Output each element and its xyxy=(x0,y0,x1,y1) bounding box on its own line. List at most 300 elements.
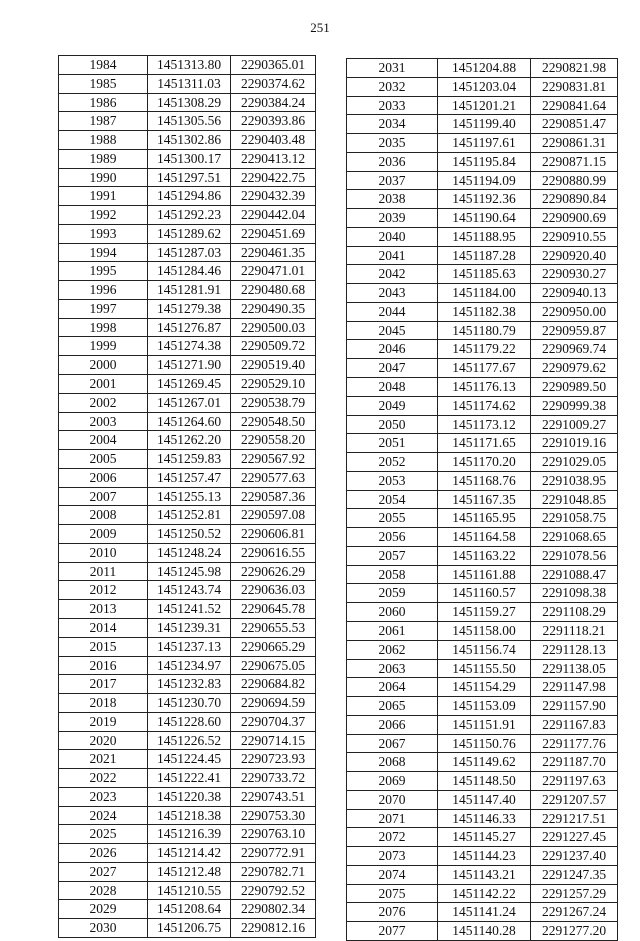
y-coordinate-cell: 2290471.01 xyxy=(231,262,316,281)
y-coordinate-cell: 2290403.48 xyxy=(231,131,316,150)
point-number-cell: 1992 xyxy=(59,206,148,225)
x-coordinate-cell: 1451269.45 xyxy=(148,375,231,394)
y-coordinate-cell: 2290675.05 xyxy=(231,656,316,675)
table-row xyxy=(59,806,316,825)
x-coordinate-cell: 1451201.21 xyxy=(438,96,531,115)
table-row xyxy=(59,187,316,206)
x-coordinate-cell: 1451292.23 xyxy=(148,206,231,225)
point-number-cell: 2032 xyxy=(347,77,438,96)
point-number-cell: 1988 xyxy=(59,131,148,150)
point-number-cell: 2001 xyxy=(59,375,148,394)
point-number-cell: 1995 xyxy=(59,262,148,281)
y-coordinate-cell: 2290989.50 xyxy=(531,378,618,397)
point-number-cell: 2037 xyxy=(347,171,438,190)
table-row xyxy=(347,509,618,528)
table-row xyxy=(347,603,618,622)
point-number-cell: 2035 xyxy=(347,134,438,153)
table-row xyxy=(347,790,618,809)
point-number-cell: 1993 xyxy=(59,224,148,243)
y-coordinate-cell: 2291048.85 xyxy=(531,490,618,509)
x-coordinate-cell: 1451257.47 xyxy=(148,468,231,487)
table-row xyxy=(347,903,618,922)
y-coordinate-cell: 2291038.95 xyxy=(531,471,618,490)
x-coordinate-cell: 1451271.90 xyxy=(148,356,231,375)
y-coordinate-cell: 2290743.51 xyxy=(231,787,316,806)
table-row xyxy=(347,96,618,115)
x-coordinate-cell: 1451167.35 xyxy=(438,490,531,509)
table-row xyxy=(347,621,618,640)
point-number-cell: 2018 xyxy=(59,694,148,713)
table-row xyxy=(59,562,316,581)
table-row xyxy=(59,243,316,262)
y-coordinate-cell: 2291277.20 xyxy=(531,922,618,941)
table-row xyxy=(347,678,618,697)
point-number-cell: 2040 xyxy=(347,227,438,246)
y-coordinate-cell: 2290920.40 xyxy=(531,246,618,265)
y-coordinate-cell: 2291019.16 xyxy=(531,434,618,453)
y-coordinate-cell: 2290606.81 xyxy=(231,525,316,544)
y-coordinate-cell: 2290999.38 xyxy=(531,396,618,415)
x-coordinate-cell: 1451206.75 xyxy=(148,919,231,938)
table-row xyxy=(347,396,618,415)
y-coordinate-cell: 2290374.62 xyxy=(231,74,316,93)
table-row xyxy=(347,134,618,153)
point-number-cell: 2053 xyxy=(347,471,438,490)
coordinate-table-body xyxy=(347,59,618,941)
y-coordinate-cell: 2291058.75 xyxy=(531,509,618,528)
table-row xyxy=(347,471,618,490)
table-row xyxy=(347,734,618,753)
point-number-cell: 2009 xyxy=(59,525,148,544)
y-coordinate-cell: 2290910.55 xyxy=(531,227,618,246)
y-coordinate-cell: 2290384.24 xyxy=(231,93,316,112)
point-number-cell: 2003 xyxy=(59,412,148,431)
table-row xyxy=(59,769,316,788)
x-coordinate-cell: 1451204.88 xyxy=(438,59,531,78)
x-coordinate-cell: 1451161.88 xyxy=(438,565,531,584)
x-coordinate-cell: 1451216.39 xyxy=(148,825,231,844)
x-coordinate-cell: 1451214.42 xyxy=(148,844,231,863)
coordinate-table-body xyxy=(59,56,316,938)
table-row xyxy=(59,675,316,694)
table-row xyxy=(59,206,316,225)
table-row xyxy=(347,528,618,547)
table-row xyxy=(347,809,618,828)
y-coordinate-cell: 2290704.37 xyxy=(231,712,316,731)
x-coordinate-cell: 1451160.57 xyxy=(438,584,531,603)
point-number-cell: 2023 xyxy=(59,787,148,806)
x-coordinate-cell: 1451274.38 xyxy=(148,337,231,356)
point-number-cell: 2054 xyxy=(347,490,438,509)
table-row xyxy=(59,825,316,844)
table-row xyxy=(347,865,618,884)
point-number-cell: 1986 xyxy=(59,93,148,112)
point-number-cell: 2007 xyxy=(59,487,148,506)
x-coordinate-cell: 1451264.60 xyxy=(148,412,231,431)
table-row xyxy=(59,224,316,243)
x-coordinate-cell: 1451234.97 xyxy=(148,656,231,675)
x-coordinate-cell: 1451182.38 xyxy=(438,302,531,321)
table-row xyxy=(59,525,316,544)
point-number-cell: 2065 xyxy=(347,697,438,716)
x-coordinate-cell: 1451177.67 xyxy=(438,359,531,378)
point-number-cell: 2072 xyxy=(347,828,438,847)
x-coordinate-cell: 1451159.27 xyxy=(438,603,531,622)
point-number-cell: 2060 xyxy=(347,603,438,622)
x-coordinate-cell: 1451284.46 xyxy=(148,262,231,281)
table-row xyxy=(347,115,618,134)
x-coordinate-cell: 1451305.56 xyxy=(148,112,231,131)
x-coordinate-cell: 1451208.64 xyxy=(148,900,231,919)
y-coordinate-cell: 2290821.98 xyxy=(531,59,618,78)
y-coordinate-cell: 2291227.45 xyxy=(531,828,618,847)
point-number-cell: 2014 xyxy=(59,618,148,637)
x-coordinate-cell: 1451220.38 xyxy=(148,787,231,806)
y-coordinate-cell: 2290365.01 xyxy=(231,56,316,75)
x-coordinate-cell: 1451154.29 xyxy=(438,678,531,697)
point-number-cell: 1994 xyxy=(59,243,148,262)
table-row xyxy=(59,337,316,356)
x-coordinate-cell: 1451176.13 xyxy=(438,378,531,397)
table-row xyxy=(347,246,618,265)
x-coordinate-cell: 1451311.03 xyxy=(148,74,231,93)
table-row xyxy=(59,900,316,919)
y-coordinate-cell: 2290432.39 xyxy=(231,187,316,206)
table-row xyxy=(347,659,618,678)
point-number-cell: 2070 xyxy=(347,790,438,809)
point-number-cell: 1999 xyxy=(59,337,148,356)
table-row xyxy=(347,828,618,847)
y-coordinate-cell: 2290558.20 xyxy=(231,431,316,450)
table-row xyxy=(59,149,316,168)
x-coordinate-cell: 1451151.91 xyxy=(438,715,531,734)
y-coordinate-cell: 2290393.86 xyxy=(231,112,316,131)
x-coordinate-cell: 1451279.38 xyxy=(148,299,231,318)
table-row xyxy=(347,753,618,772)
y-coordinate-cell: 2290950.00 xyxy=(531,302,618,321)
x-coordinate-cell: 1451155.50 xyxy=(438,659,531,678)
table-row xyxy=(347,209,618,228)
table-row xyxy=(347,772,618,791)
point-number-cell: 2033 xyxy=(347,96,438,115)
table-row xyxy=(59,543,316,562)
x-coordinate-cell: 1451259.83 xyxy=(148,450,231,469)
y-coordinate-cell: 2290969.74 xyxy=(531,340,618,359)
point-number-cell: 2038 xyxy=(347,190,438,209)
x-coordinate-cell: 1451165.95 xyxy=(438,509,531,528)
point-number-cell: 2039 xyxy=(347,209,438,228)
y-coordinate-cell: 2290413.12 xyxy=(231,149,316,168)
y-coordinate-cell: 2291187.70 xyxy=(531,753,618,772)
point-number-cell: 1996 xyxy=(59,281,148,300)
x-coordinate-cell: 1451252.81 xyxy=(148,506,231,525)
x-coordinate-cell: 1451203.04 xyxy=(438,77,531,96)
x-coordinate-cell: 1451245.98 xyxy=(148,562,231,581)
x-coordinate-cell: 1451232.83 xyxy=(148,675,231,694)
point-number-cell: 2077 xyxy=(347,922,438,941)
y-coordinate-cell: 2290684.82 xyxy=(231,675,316,694)
x-coordinate-cell: 1451250.52 xyxy=(148,525,231,544)
table-row xyxy=(59,694,316,713)
point-number-cell: 2066 xyxy=(347,715,438,734)
point-number-cell: 2075 xyxy=(347,884,438,903)
table-row xyxy=(347,302,618,321)
y-coordinate-cell: 2290861.31 xyxy=(531,134,618,153)
point-number-cell: 2016 xyxy=(59,656,148,675)
table-row xyxy=(347,284,618,303)
point-number-cell: 2067 xyxy=(347,734,438,753)
y-coordinate-cell: 2290792.52 xyxy=(231,881,316,900)
point-number-cell: 2013 xyxy=(59,600,148,619)
y-coordinate-cell: 2290763.10 xyxy=(231,825,316,844)
table-row xyxy=(347,847,618,866)
point-number-cell: 2031 xyxy=(347,59,438,78)
x-coordinate-cell: 1451197.61 xyxy=(438,134,531,153)
table-row xyxy=(59,600,316,619)
table-row xyxy=(59,262,316,281)
table-row xyxy=(59,656,316,675)
table-row xyxy=(347,152,618,171)
table-row xyxy=(59,168,316,187)
point-number-cell: 2059 xyxy=(347,584,438,603)
table-row xyxy=(59,131,316,150)
table-row xyxy=(59,468,316,487)
y-coordinate-cell: 2290900.69 xyxy=(531,209,618,228)
point-number-cell: 2034 xyxy=(347,115,438,134)
x-coordinate-cell: 1451302.86 xyxy=(148,131,231,150)
y-coordinate-cell: 2291207.57 xyxy=(531,790,618,809)
x-coordinate-cell: 1451141.24 xyxy=(438,903,531,922)
point-number-cell: 2044 xyxy=(347,302,438,321)
point-number-cell: 2006 xyxy=(59,468,148,487)
x-coordinate-cell: 1451281.91 xyxy=(148,281,231,300)
table-row xyxy=(59,375,316,394)
point-number-cell: 2052 xyxy=(347,453,438,472)
x-coordinate-cell: 1451230.70 xyxy=(148,694,231,713)
x-coordinate-cell: 1451164.58 xyxy=(438,528,531,547)
table-row xyxy=(59,393,316,412)
point-number-cell: 2010 xyxy=(59,543,148,562)
point-number-cell: 2019 xyxy=(59,712,148,731)
table-row xyxy=(59,618,316,637)
point-number-cell: 2025 xyxy=(59,825,148,844)
point-number-cell: 2041 xyxy=(347,246,438,265)
point-number-cell: 2062 xyxy=(347,640,438,659)
y-coordinate-cell: 2291147.98 xyxy=(531,678,618,697)
y-coordinate-cell: 2290567.92 xyxy=(231,450,316,469)
x-coordinate-cell: 1451144.23 xyxy=(438,847,531,866)
x-coordinate-cell: 1451180.79 xyxy=(438,321,531,340)
point-number-cell: 1991 xyxy=(59,187,148,206)
y-coordinate-cell: 2291237.40 xyxy=(531,847,618,866)
point-number-cell: 2029 xyxy=(59,900,148,919)
x-coordinate-cell: 1451226.52 xyxy=(148,731,231,750)
x-coordinate-cell: 1451276.87 xyxy=(148,318,231,337)
point-number-cell: 2056 xyxy=(347,528,438,547)
x-coordinate-cell: 1451210.55 xyxy=(148,881,231,900)
point-number-cell: 1997 xyxy=(59,299,148,318)
table-row xyxy=(347,715,618,734)
y-coordinate-cell: 2291197.63 xyxy=(531,772,618,791)
point-number-cell: 2068 xyxy=(347,753,438,772)
x-coordinate-cell: 1451289.62 xyxy=(148,224,231,243)
point-number-cell: 2020 xyxy=(59,731,148,750)
table-row xyxy=(347,453,618,472)
y-coordinate-cell: 2291098.38 xyxy=(531,584,618,603)
y-coordinate-cell: 2291128.13 xyxy=(531,640,618,659)
y-coordinate-cell: 2290587.36 xyxy=(231,487,316,506)
point-number-cell: 2063 xyxy=(347,659,438,678)
x-coordinate-cell: 1451218.38 xyxy=(148,806,231,825)
point-number-cell: 2055 xyxy=(347,509,438,528)
table-row xyxy=(347,77,618,96)
y-coordinate-cell: 2290509.72 xyxy=(231,337,316,356)
point-number-cell: 2004 xyxy=(59,431,148,450)
point-number-cell: 2050 xyxy=(347,415,438,434)
point-number-cell: 2027 xyxy=(59,862,148,881)
y-coordinate-cell: 2290802.34 xyxy=(231,900,316,919)
table-row xyxy=(347,565,618,584)
point-number-cell: 2071 xyxy=(347,809,438,828)
x-coordinate-cell: 1451185.63 xyxy=(438,265,531,284)
y-coordinate-cell: 2290500.03 xyxy=(231,318,316,337)
x-coordinate-cell: 1451222.41 xyxy=(148,769,231,788)
coordinate-table-right xyxy=(346,58,618,941)
y-coordinate-cell: 2290577.63 xyxy=(231,468,316,487)
table-row xyxy=(347,321,618,340)
x-coordinate-cell: 1451145.27 xyxy=(438,828,531,847)
point-number-cell: 2011 xyxy=(59,562,148,581)
x-coordinate-cell: 1451313.80 xyxy=(148,56,231,75)
y-coordinate-cell: 2290930.27 xyxy=(531,265,618,284)
y-coordinate-cell: 2290694.59 xyxy=(231,694,316,713)
y-coordinate-cell: 2290841.64 xyxy=(531,96,618,115)
y-coordinate-cell: 2290979.62 xyxy=(531,359,618,378)
table-row xyxy=(59,74,316,93)
table-row xyxy=(347,265,618,284)
table-row xyxy=(59,487,316,506)
x-coordinate-cell: 1451140.28 xyxy=(438,922,531,941)
x-coordinate-cell: 1451297.51 xyxy=(148,168,231,187)
point-number-cell: 2005 xyxy=(59,450,148,469)
table-row xyxy=(59,356,316,375)
table-row xyxy=(347,697,618,716)
x-coordinate-cell: 1451168.76 xyxy=(438,471,531,490)
y-coordinate-cell: 2290959.87 xyxy=(531,321,618,340)
y-coordinate-cell: 2290529.10 xyxy=(231,375,316,394)
x-coordinate-cell: 1451262.20 xyxy=(148,431,231,450)
y-coordinate-cell: 2290645.78 xyxy=(231,600,316,619)
table-row xyxy=(347,340,618,359)
y-coordinate-cell: 2290442.04 xyxy=(231,206,316,225)
y-coordinate-cell: 2291157.90 xyxy=(531,697,618,716)
point-number-cell: 2046 xyxy=(347,340,438,359)
point-number-cell: 2024 xyxy=(59,806,148,825)
point-number-cell: 2002 xyxy=(59,393,148,412)
x-coordinate-cell: 1451241.52 xyxy=(148,600,231,619)
point-number-cell: 1989 xyxy=(59,149,148,168)
table-row xyxy=(347,490,618,509)
y-coordinate-cell: 2290871.15 xyxy=(531,152,618,171)
x-coordinate-cell: 1451179.22 xyxy=(438,340,531,359)
x-coordinate-cell: 1451143.21 xyxy=(438,865,531,884)
x-coordinate-cell: 1451294.86 xyxy=(148,187,231,206)
table-row xyxy=(59,712,316,731)
point-number-cell: 2047 xyxy=(347,359,438,378)
point-number-cell: 2042 xyxy=(347,265,438,284)
x-coordinate-cell: 1451248.24 xyxy=(148,543,231,562)
x-coordinate-cell: 1451212.48 xyxy=(148,862,231,881)
table-row xyxy=(59,93,316,112)
x-coordinate-cell: 1451190.64 xyxy=(438,209,531,228)
y-coordinate-cell: 2291257.29 xyxy=(531,884,618,903)
y-coordinate-cell: 2290880.99 xyxy=(531,171,618,190)
x-coordinate-cell: 1451287.03 xyxy=(148,243,231,262)
y-coordinate-cell: 2291177.76 xyxy=(531,734,618,753)
x-coordinate-cell: 1451187.28 xyxy=(438,246,531,265)
point-number-cell: 2015 xyxy=(59,637,148,656)
table-row xyxy=(59,787,316,806)
table-row xyxy=(347,640,618,659)
y-coordinate-cell: 2291138.05 xyxy=(531,659,618,678)
x-coordinate-cell: 1451158.00 xyxy=(438,621,531,640)
x-coordinate-cell: 1451147.40 xyxy=(438,790,531,809)
x-coordinate-cell: 1451239.31 xyxy=(148,618,231,637)
point-number-cell: 1990 xyxy=(59,168,148,187)
y-coordinate-cell: 2290772.91 xyxy=(231,844,316,863)
table-row xyxy=(347,884,618,903)
y-coordinate-cell: 2290597.08 xyxy=(231,506,316,525)
x-coordinate-cell: 1451300.17 xyxy=(148,149,231,168)
x-coordinate-cell: 1451188.95 xyxy=(438,227,531,246)
point-number-cell: 2058 xyxy=(347,565,438,584)
x-coordinate-cell: 1451195.84 xyxy=(438,152,531,171)
x-coordinate-cell: 1451174.62 xyxy=(438,396,531,415)
point-number-cell: 1987 xyxy=(59,112,148,131)
y-coordinate-cell: 2291088.47 xyxy=(531,565,618,584)
y-coordinate-cell: 2291108.29 xyxy=(531,603,618,622)
y-coordinate-cell: 2291267.24 xyxy=(531,903,618,922)
point-number-cell: 2017 xyxy=(59,675,148,694)
x-coordinate-cell: 1451149.62 xyxy=(438,753,531,772)
y-coordinate-cell: 2290782.71 xyxy=(231,862,316,881)
table-row xyxy=(59,581,316,600)
x-coordinate-cell: 1451153.09 xyxy=(438,697,531,716)
table-row xyxy=(347,227,618,246)
point-number-cell: 2022 xyxy=(59,769,148,788)
page-number: 251 xyxy=(310,20,330,35)
point-number-cell: 2012 xyxy=(59,581,148,600)
point-number-cell: 2074 xyxy=(347,865,438,884)
table-row xyxy=(59,281,316,300)
point-number-cell: 2048 xyxy=(347,378,438,397)
point-number-cell: 2073 xyxy=(347,847,438,866)
x-coordinate-cell: 1451243.74 xyxy=(148,581,231,600)
y-coordinate-cell: 2291118.21 xyxy=(531,621,618,640)
table-row xyxy=(347,359,618,378)
table-row xyxy=(347,434,618,453)
x-coordinate-cell: 1451171.65 xyxy=(438,434,531,453)
table-row xyxy=(347,415,618,434)
y-coordinate-cell: 2290626.29 xyxy=(231,562,316,581)
y-coordinate-cell: 2290890.84 xyxy=(531,190,618,209)
y-coordinate-cell: 2291078.56 xyxy=(531,546,618,565)
table-row xyxy=(59,450,316,469)
point-number-cell: 2057 xyxy=(347,546,438,565)
x-coordinate-cell: 1451192.36 xyxy=(438,190,531,209)
point-number-cell: 2008 xyxy=(59,506,148,525)
coordinate-table-left xyxy=(58,55,316,938)
